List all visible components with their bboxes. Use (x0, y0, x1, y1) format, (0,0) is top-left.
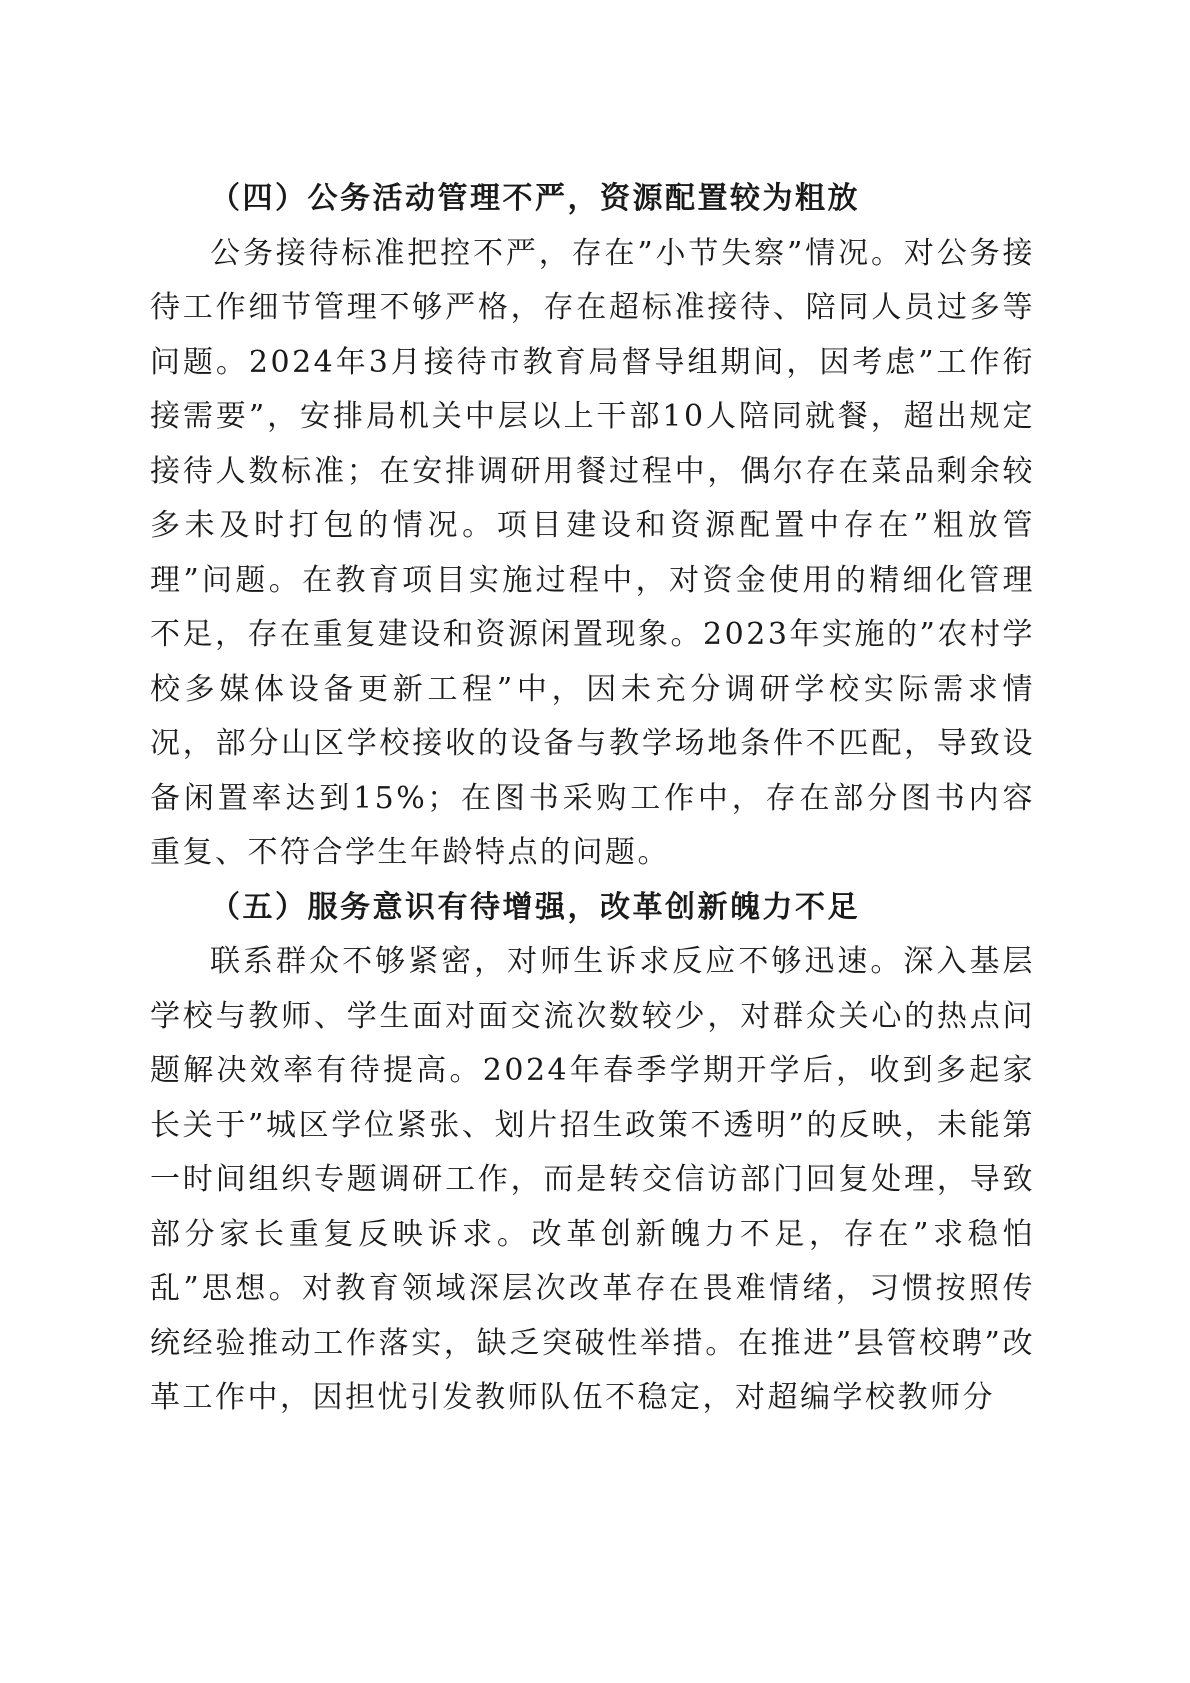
document-body (150, 172, 1035, 1426)
section-heading-4: （四）公务活动管理不严，资源配置较为粗放 (210, 181, 860, 216)
section-paragraph-5: 联系群众不够紧密，对师生诉求反应不够迅速。深入基层学校与教师、学生面对面交流次数较少，对群众关心的热点问题解决效率有待提高。2024年春季学期开学后，收到多起家长关于”城区学位紧张、划片招生政策不透明”的反映，未能第一时间组织专题调研工作，而是转交信访部门回复处理，导致部分家长重复反映诉求。改革创新魄力不足，存在”求稳怕乱”思想。对教育领域深层次改革存在畏难情绪，习惯按照传统经验推动工作落实，缺乏突破性举措。在推进”县管校聘”改革工作中，因担忧引发教师队伍不稳定，对超编学校教师分 (150, 944, 1035, 1415)
section-heading-5: （五）服务意识有待增强，改革创新魄力不足 (210, 889, 860, 925)
section-paragraph-4: 公务接待标准把控不严，存在”小节失察”情况。对公务接待工作细节管理不够严格，存在超标准接待、陪同人员过多等问题。2024年3月接待市教育局督导组期间，因考虑”工作衔接需要”，安排局机关中层以上干部10人陪同就餐，超出规定接待人数标准；在安排调研用餐过程中，偶尔存在菜品剩余较多未及时打包的情况。项目建设和资源配置中存在”粗放管理”问题。在教育项目实施过程中，对资金使用的精细化管理不足，存在重复建设和资源闲置现象。2023年实施的”农村学校多媒体设备更新工程”中，因未充分调研学校实际需求情况，部分山区学校接收的设备与教学场地条件不匹配，导致设备闲置率达到15%；在图书采购工作中，存在部分图书内容重复、不符合学生年龄特点的问题。 (150, 235, 1035, 870)
